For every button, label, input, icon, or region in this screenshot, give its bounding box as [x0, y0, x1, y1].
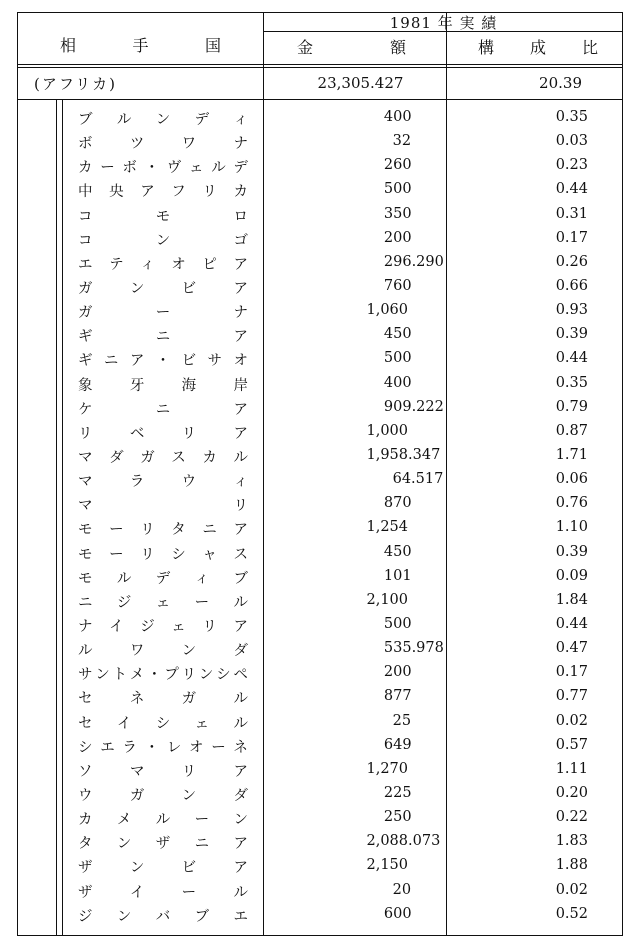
- amount-cell: 400: [383, 374, 412, 391]
- ratio-cell: 0.09: [555, 567, 588, 584]
- amount-cell: 500: [383, 181, 412, 198]
- amount-cell: 535.978: [383, 640, 444, 657]
- ratio-cell: 0.39: [555, 326, 588, 343]
- country-name: ザ イ ー ル: [78, 884, 248, 901]
- amount-column-header: [263, 35, 446, 58]
- ratio-cell: 1.84: [555, 591, 588, 608]
- country-name: ナ イ ジ ェ リ ア: [78, 618, 248, 635]
- amount-cell: 2,150: [366, 857, 409, 874]
- table-frame: [17, 12, 623, 936]
- amount-cell: 200: [383, 664, 412, 681]
- ratio-cell: 0.17: [555, 664, 588, 681]
- ratio-cell: 0.17: [555, 229, 588, 246]
- ratio-cell: 1.11: [555, 760, 588, 777]
- region-row: [18, 70, 622, 98]
- table-row: [18, 251, 622, 275]
- amount-cell: 1,958.347: [366, 446, 441, 463]
- country-name: セ イ シ ェ ル: [78, 715, 248, 732]
- country-name: ボ ツ ワ ナ: [78, 136, 248, 153]
- amount-cell: 64.517: [392, 471, 444, 488]
- amount-cell: 32: [392, 133, 412, 150]
- header-divider: [18, 67, 622, 68]
- country-name: ケ ニ ア: [78, 401, 248, 418]
- amount-cell: 2,100: [366, 591, 409, 608]
- country-name: ソ マ リ ア: [78, 763, 248, 780]
- ratio-cell: 1.83: [555, 833, 588, 850]
- table-row: [18, 734, 622, 758]
- header-divider: [18, 64, 622, 65]
- table-row: [18, 710, 622, 734]
- ratio-cell: 0.03: [555, 133, 588, 150]
- amount-cell: 2,088.073: [366, 833, 441, 850]
- region-ratio: 20.39: [539, 74, 582, 92]
- amount-cell: 1,254: [366, 519, 409, 536]
- amount-cell: 760: [383, 277, 412, 294]
- table-row: [18, 565, 622, 589]
- country-name: ギ ニ ア: [78, 329, 248, 346]
- country-name: カ ー ボ ・ ヴ ェ ル デ: [78, 160, 248, 177]
- ratio-cell: 0.06: [555, 471, 588, 488]
- table-row: [18, 444, 622, 468]
- ratio-cell: 0.52: [555, 905, 588, 922]
- amount-cell: 260: [383, 157, 412, 174]
- country-name: サ ン ト メ ・ プ リ ン シ ペ: [78, 667, 248, 684]
- ratio-cell: 0.44: [555, 615, 588, 632]
- country-name: マ ダ ガ ス カ ル: [78, 449, 248, 466]
- amount-cell: 25: [392, 712, 412, 729]
- table-row: [18, 106, 622, 130]
- table-row: [18, 323, 622, 347]
- country-name: ル ワ ン ダ: [78, 643, 248, 660]
- country-list: [18, 106, 622, 927]
- amount-cell: 20: [392, 881, 412, 898]
- amount-cell: 225: [383, 784, 412, 801]
- country-name: ギ ニ ア ・ ビ サ オ: [78, 353, 248, 370]
- table-row: [18, 613, 622, 637]
- header-char: 金: [297, 38, 314, 57]
- table-row: [18, 275, 622, 299]
- ratio-cell: 0.31: [555, 205, 588, 222]
- table-row: [18, 782, 622, 806]
- amount-cell: 200: [383, 229, 412, 246]
- table-row: [18, 347, 622, 371]
- ratio-cell: 0.35: [555, 374, 588, 391]
- ratio-cell: 0.02: [555, 712, 588, 729]
- region-divider: [18, 99, 622, 100]
- header-char: 手: [132, 36, 149, 55]
- ratio-cell: 0.35: [555, 109, 588, 125]
- region-name: (アフリカ): [34, 75, 117, 93]
- country-name: 中 央 ア フ リ カ: [78, 184, 248, 201]
- country-name: マ ラ ウ ィ: [78, 474, 248, 491]
- table-row: [18, 854, 622, 878]
- ratio-cell: 0.20: [555, 784, 588, 801]
- country-name: ウ ガ ン ダ: [78, 787, 248, 804]
- header-char: 額: [389, 38, 406, 57]
- table-row: [18, 685, 622, 709]
- country-name: モ ー リ タ ニ ア: [78, 522, 248, 539]
- table-row: [18, 516, 622, 540]
- amount-cell: 600: [383, 905, 412, 922]
- header-char: 成: [529, 38, 546, 57]
- amount-cell: 649: [383, 736, 412, 753]
- amount-cell: 500: [383, 350, 412, 367]
- ratio-cell: 0.93: [555, 302, 588, 319]
- country-name: ニ ジ ェ ー ル: [78, 594, 248, 611]
- amount-cell: 1,270: [366, 760, 409, 777]
- amount-cell: 450: [383, 326, 412, 343]
- country-name: ブ ル ン デ ィ: [78, 112, 248, 128]
- year-header: 1981 年 実 績: [389, 14, 498, 32]
- table-row: [18, 178, 622, 202]
- header-char: 構: [478, 38, 495, 57]
- table-row: [18, 589, 622, 613]
- amount-cell: 400: [383, 109, 412, 125]
- country-name: ジ ン バ ブ エ: [78, 908, 248, 925]
- table-row: [18, 396, 622, 420]
- amount-cell: 1,060: [366, 302, 409, 319]
- table-row: [18, 299, 622, 323]
- amount-cell: 877: [383, 688, 412, 705]
- amount-cell: 1,000: [366, 422, 409, 439]
- header-char: 国: [204, 36, 221, 55]
- country-name: ザ ン ビ ア: [78, 860, 248, 877]
- ratio-cell: 0.44: [555, 181, 588, 198]
- country-name: タ ン ザ ニ ア: [78, 836, 248, 853]
- ratio-cell: 0.76: [555, 495, 588, 512]
- table-row: [18, 372, 622, 396]
- ratio-cell: 0.57: [555, 736, 588, 753]
- table-row: [18, 541, 622, 565]
- table-row: [18, 154, 622, 178]
- ratio-cell: 0.87: [555, 422, 588, 439]
- ratio-column-header: [446, 35, 624, 58]
- table-row: [18, 758, 622, 782]
- country-name: モ ル デ ィ ブ: [78, 570, 248, 587]
- ratio-cell: 0.79: [555, 398, 588, 415]
- amount-cell: 450: [383, 543, 412, 560]
- table-row: [18, 830, 622, 854]
- amount-cell: 296.290: [383, 253, 444, 270]
- country-name: コ モ ロ: [78, 208, 248, 225]
- header-char: 相: [60, 36, 77, 55]
- amount-cell: 500: [383, 615, 412, 632]
- country-name: コ ン ゴ: [78, 232, 248, 249]
- ratio-cell: 0.02: [555, 881, 588, 898]
- amount-cell: 870: [383, 495, 412, 512]
- country-name: セ ネ ガ ル: [78, 691, 248, 708]
- country-name: モ ー リ シ ャ ス: [78, 546, 248, 563]
- country-name: カ メ ル ー ン: [78, 812, 248, 829]
- ratio-cell: 0.26: [555, 253, 588, 270]
- country-name: マ リ: [78, 498, 248, 515]
- table-row: [18, 903, 622, 927]
- country-name: エ テ ィ オ ピ ア: [78, 256, 248, 273]
- table-row: [18, 203, 622, 227]
- table-row: [18, 806, 622, 830]
- amount-cell: 101: [383, 567, 412, 584]
- table-row: [18, 492, 622, 516]
- country-name: リ ベ リ ア: [78, 425, 248, 442]
- table-row: [18, 227, 622, 251]
- table-row: [18, 637, 622, 661]
- country-name: ガ ン ビ ア: [78, 280, 248, 297]
- table-row: [18, 130, 622, 154]
- ratio-cell: 0.66: [555, 277, 588, 294]
- header-char: 比: [581, 38, 598, 57]
- ratio-cell: 0.23: [555, 157, 588, 174]
- table-row: [18, 420, 622, 444]
- ratio-cell: 1.71: [555, 446, 588, 463]
- country-name: 象 牙 海 岸: [78, 377, 248, 394]
- table-row: [18, 879, 622, 903]
- ratio-cell: 0.44: [555, 350, 588, 367]
- ratio-cell: 0.47: [555, 640, 588, 657]
- ratio-cell: 0.77: [555, 688, 588, 705]
- amount-cell: 250: [383, 809, 412, 826]
- ratio-cell: 0.22: [555, 809, 588, 826]
- ratio-cell: 1.88: [555, 857, 588, 874]
- amount-cell: 350: [383, 205, 412, 222]
- ratio-cell: 0.39: [555, 543, 588, 560]
- country-column-header: [18, 33, 263, 56]
- table-row: [18, 661, 622, 685]
- table-row: [18, 468, 622, 492]
- ratio-cell: 1.10: [555, 519, 588, 536]
- country-name: シ エ ラ ・ レ オ ー ネ: [78, 739, 248, 756]
- amount-cell: 909.222: [383, 398, 444, 415]
- region-amount: 23,305.427: [317, 74, 404, 92]
- country-name: ガ ー ナ: [78, 305, 248, 322]
